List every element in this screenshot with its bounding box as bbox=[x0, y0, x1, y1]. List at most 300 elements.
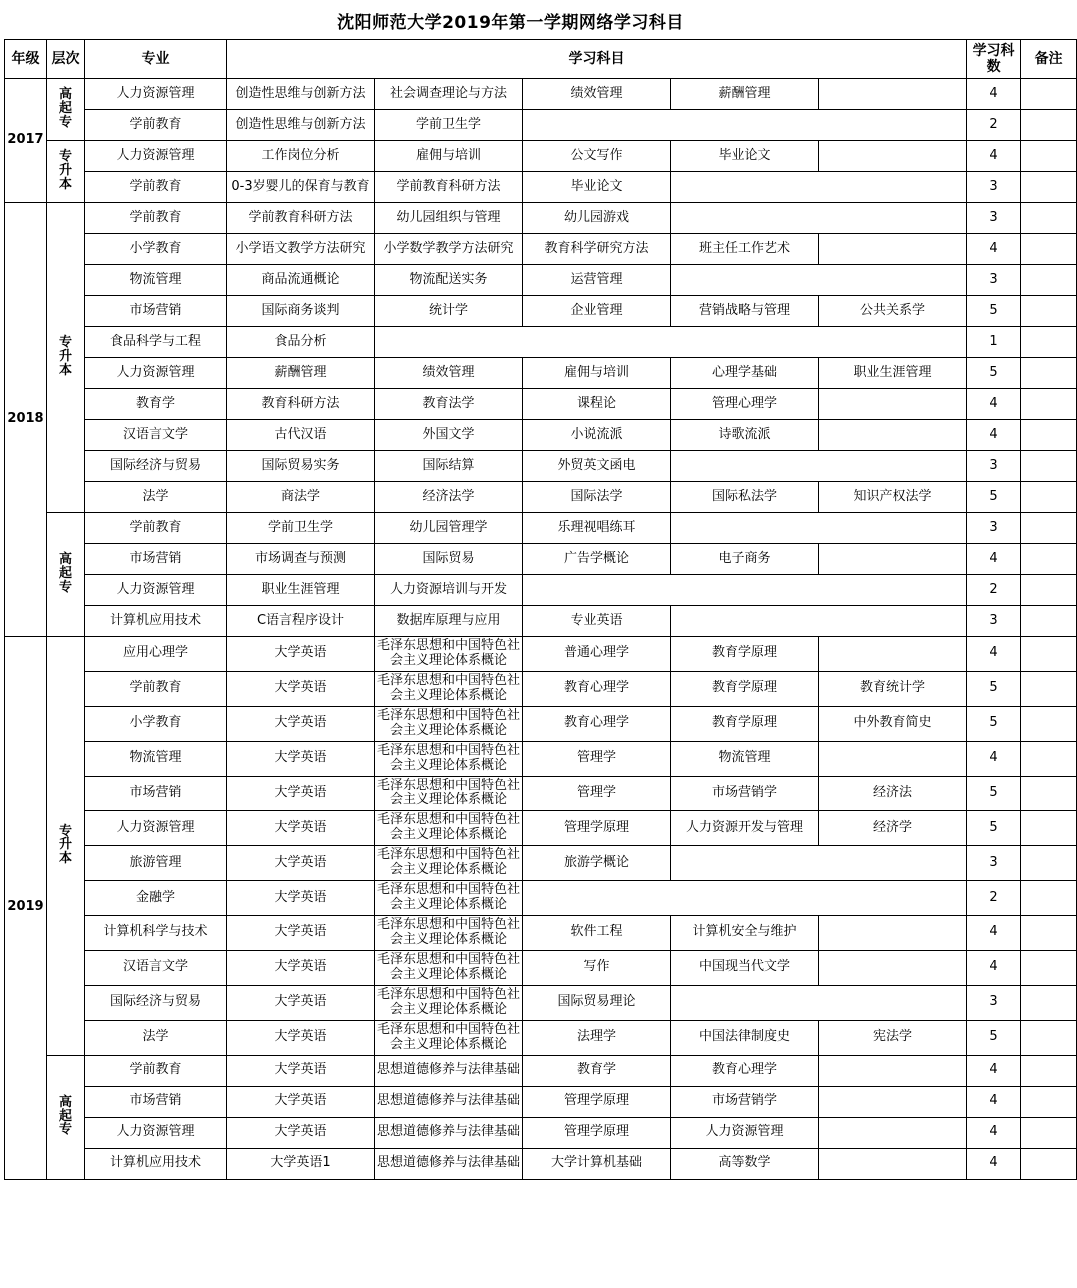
count-cell: 5 bbox=[967, 296, 1021, 327]
course-cell: 教育学原理 bbox=[671, 706, 819, 741]
level-cell: 高起专 bbox=[47, 1055, 85, 1179]
course-cell: 毛泽东思想和中国特色社会主义理论体系概论 bbox=[375, 811, 523, 846]
count-cell: 3 bbox=[967, 606, 1021, 637]
course-cell: 大学英语 bbox=[227, 776, 375, 811]
header-count: 学习科数 bbox=[967, 40, 1021, 79]
note-cell bbox=[1021, 741, 1077, 776]
table-row bbox=[5, 1055, 1077, 1086]
course-cell: 乐理视唱练耳 bbox=[523, 513, 671, 544]
course-cell: 大学英语 bbox=[227, 671, 375, 706]
course-cell: 职业生涯管理 bbox=[819, 358, 967, 389]
course-cell: 大学英语 bbox=[227, 846, 375, 881]
course-cell: 教育科研方法 bbox=[227, 389, 375, 420]
major-cell: 人力资源管理 bbox=[85, 575, 227, 606]
note-cell bbox=[1021, 1020, 1077, 1055]
course-cell-empty bbox=[819, 950, 967, 985]
course-cell-empty bbox=[671, 985, 967, 1020]
note-cell bbox=[1021, 389, 1077, 420]
course-cell: 食品分析 bbox=[227, 327, 375, 358]
note-cell bbox=[1021, 846, 1077, 881]
table-row bbox=[5, 203, 1077, 234]
course-cell: 营销战略与管理 bbox=[671, 296, 819, 327]
count-cell: 3 bbox=[967, 513, 1021, 544]
course-cell-empty bbox=[671, 203, 967, 234]
course-cell: 教育心理学 bbox=[671, 1055, 819, 1086]
course-cell: 国际法学 bbox=[523, 482, 671, 513]
course-cell-empty bbox=[375, 327, 967, 358]
count-cell: 5 bbox=[967, 776, 1021, 811]
course-cell: 创造性思维与创新方法 bbox=[227, 79, 375, 110]
count-cell: 4 bbox=[967, 141, 1021, 172]
table-row bbox=[5, 389, 1077, 420]
table-row bbox=[5, 916, 1077, 951]
note-cell bbox=[1021, 203, 1077, 234]
course-cell: 大学英语 bbox=[227, 741, 375, 776]
course-cell: 教育科学研究方法 bbox=[523, 234, 671, 265]
course-cell-empty bbox=[523, 110, 967, 141]
course-cell: 知识产权法学 bbox=[819, 482, 967, 513]
note-cell bbox=[1021, 637, 1077, 672]
table-row bbox=[5, 451, 1077, 482]
major-cell: 小学教育 bbox=[85, 234, 227, 265]
course-cell: 市场营销学 bbox=[671, 776, 819, 811]
major-cell: 市场营销 bbox=[85, 544, 227, 575]
course-cell: 大学英语 bbox=[227, 1055, 375, 1086]
course-cell: 毛泽东思想和中国特色社会主义理论体系概论 bbox=[375, 846, 523, 881]
table-row bbox=[5, 110, 1077, 141]
table-row bbox=[5, 141, 1077, 172]
course-cell: 商品流通概论 bbox=[227, 265, 375, 296]
count-cell: 3 bbox=[967, 985, 1021, 1020]
note-cell bbox=[1021, 234, 1077, 265]
major-cell: 学前教育 bbox=[85, 203, 227, 234]
table-row bbox=[5, 741, 1077, 776]
note-cell bbox=[1021, 544, 1077, 575]
count-cell: 2 bbox=[967, 575, 1021, 606]
course-cell: 国际贸易 bbox=[375, 544, 523, 575]
note-cell bbox=[1021, 776, 1077, 811]
major-cell: 国际经济与贸易 bbox=[85, 451, 227, 482]
count-cell: 4 bbox=[967, 79, 1021, 110]
course-cell-empty bbox=[523, 575, 967, 606]
course-cell: 大学计算机基础 bbox=[523, 1148, 671, 1179]
course-cell-empty bbox=[819, 389, 967, 420]
course-cell: 公文写作 bbox=[523, 141, 671, 172]
course-cell: 物流配送实务 bbox=[375, 265, 523, 296]
course-cell: 管理心理学 bbox=[671, 389, 819, 420]
table-row bbox=[5, 846, 1077, 881]
course-cell: 雇佣与培训 bbox=[523, 358, 671, 389]
major-cell: 计算机应用技术 bbox=[85, 1148, 227, 1179]
table-row bbox=[5, 1086, 1077, 1117]
note-cell bbox=[1021, 296, 1077, 327]
page-title: 沈阳师范大学2019年第一学期网络学习科目 bbox=[337, 13, 684, 33]
course-cell: 毛泽东思想和中国特色社会主义理论体系概论 bbox=[375, 881, 523, 916]
major-cell: 人力资源管理 bbox=[85, 811, 227, 846]
header-note: 备注 bbox=[1021, 40, 1077, 79]
table-row bbox=[5, 544, 1077, 575]
course-cell: 幼儿园游戏 bbox=[523, 203, 671, 234]
major-cell: 物流管理 bbox=[85, 741, 227, 776]
course-cell: 毛泽东思想和中国特色社会主义理论体系概论 bbox=[375, 706, 523, 741]
count-cell: 2 bbox=[967, 110, 1021, 141]
course-cell: 大学英语 bbox=[227, 637, 375, 672]
course-cell: 创造性思维与创新方法 bbox=[227, 110, 375, 141]
count-cell: 4 bbox=[967, 916, 1021, 951]
header-level: 层次 bbox=[47, 40, 85, 79]
course-cell: 统计学 bbox=[375, 296, 523, 327]
count-cell: 3 bbox=[967, 451, 1021, 482]
course-cell-empty bbox=[819, 916, 967, 951]
major-cell: 市场营销 bbox=[85, 776, 227, 811]
table-row bbox=[5, 79, 1077, 110]
table-row bbox=[5, 776, 1077, 811]
year-cell: 2017 bbox=[5, 79, 47, 203]
course-cell: 经济学 bbox=[819, 811, 967, 846]
course-cell: 宪法学 bbox=[819, 1020, 967, 1055]
table-row bbox=[5, 513, 1077, 544]
count-cell: 2 bbox=[967, 881, 1021, 916]
course-cell: 高等数学 bbox=[671, 1148, 819, 1179]
count-cell: 3 bbox=[967, 172, 1021, 203]
count-cell: 5 bbox=[967, 706, 1021, 741]
course-cell-empty bbox=[819, 544, 967, 575]
major-cell: 人力资源管理 bbox=[85, 141, 227, 172]
count-cell: 5 bbox=[967, 482, 1021, 513]
count-cell: 3 bbox=[967, 846, 1021, 881]
course-cell: 旅游学概论 bbox=[523, 846, 671, 881]
count-cell: 4 bbox=[967, 1055, 1021, 1086]
count-cell: 3 bbox=[967, 203, 1021, 234]
year-cell: 2019 bbox=[5, 637, 47, 1180]
count-cell: 4 bbox=[967, 741, 1021, 776]
note-cell bbox=[1021, 950, 1077, 985]
course-cell: 大学英语 bbox=[227, 1086, 375, 1117]
major-cell: 物流管理 bbox=[85, 265, 227, 296]
count-cell: 5 bbox=[967, 358, 1021, 389]
course-cell: 管理学原理 bbox=[523, 811, 671, 846]
major-cell: 金融学 bbox=[85, 881, 227, 916]
note-cell bbox=[1021, 1086, 1077, 1117]
course-cell: 人力资源开发与管理 bbox=[671, 811, 819, 846]
course-cell-empty bbox=[671, 513, 967, 544]
course-cell: 管理学原理 bbox=[523, 1086, 671, 1117]
course-cell: 教育学 bbox=[523, 1055, 671, 1086]
course-cell: 小说流派 bbox=[523, 420, 671, 451]
major-cell: 人力资源管理 bbox=[85, 358, 227, 389]
course-cell: 大学英语 bbox=[227, 950, 375, 985]
course-cell: 专业英语 bbox=[523, 606, 671, 637]
course-cell: 毕业论文 bbox=[671, 141, 819, 172]
course-cell-empty bbox=[671, 451, 967, 482]
course-cell: 幼儿园组织与管理 bbox=[375, 203, 523, 234]
course-cell: 软件工程 bbox=[523, 916, 671, 951]
table-row bbox=[5, 950, 1077, 985]
course-cell-empty bbox=[819, 234, 967, 265]
major-cell: 汉语言文学 bbox=[85, 420, 227, 451]
course-cell: 毛泽东思想和中国特色社会主义理论体系概论 bbox=[375, 741, 523, 776]
count-cell: 3 bbox=[967, 265, 1021, 296]
table-row bbox=[5, 358, 1077, 389]
level-cell: 专升本 bbox=[47, 141, 85, 203]
course-cell: 毛泽东思想和中国特色社会主义理论体系概论 bbox=[375, 985, 523, 1020]
course-cell: 心理学基础 bbox=[671, 358, 819, 389]
course-cell: 管理学 bbox=[523, 776, 671, 811]
major-cell: 人力资源管理 bbox=[85, 79, 227, 110]
course-cell: 诗歌流派 bbox=[671, 420, 819, 451]
study-subjects-table bbox=[4, 39, 1077, 1180]
table-row bbox=[5, 296, 1077, 327]
course-cell: 法理学 bbox=[523, 1020, 671, 1055]
course-cell: 大学英语 bbox=[227, 706, 375, 741]
course-cell-empty bbox=[671, 846, 967, 881]
course-cell: 毛泽东思想和中国特色社会主义理论体系概论 bbox=[375, 671, 523, 706]
course-cell: 经济法 bbox=[819, 776, 967, 811]
note-cell bbox=[1021, 79, 1077, 110]
course-cell: 大学英语1 bbox=[227, 1148, 375, 1179]
count-cell: 5 bbox=[967, 811, 1021, 846]
table-row bbox=[5, 327, 1077, 358]
course-cell: 企业管理 bbox=[523, 296, 671, 327]
note-cell bbox=[1021, 811, 1077, 846]
course-cell: 毛泽东思想和中国特色社会主义理论体系概论 bbox=[375, 776, 523, 811]
count-cell: 4 bbox=[967, 389, 1021, 420]
major-cell: 市场营销 bbox=[85, 296, 227, 327]
count-cell: 4 bbox=[967, 1086, 1021, 1117]
course-cell-empty bbox=[819, 741, 967, 776]
course-cell-empty bbox=[819, 1148, 967, 1179]
course-cell: 绩效管理 bbox=[375, 358, 523, 389]
count-cell: 4 bbox=[967, 637, 1021, 672]
course-cell: 运营管理 bbox=[523, 265, 671, 296]
major-cell: 法学 bbox=[85, 1020, 227, 1055]
note-cell bbox=[1021, 482, 1077, 513]
course-cell: 大学英语 bbox=[227, 985, 375, 1020]
course-cell: 薪酬管理 bbox=[671, 79, 819, 110]
course-cell: 毛泽东思想和中国特色社会主义理论体系概论 bbox=[375, 950, 523, 985]
table-row bbox=[5, 637, 1077, 672]
count-cell: 4 bbox=[967, 420, 1021, 451]
course-cell: 小学数学教学方法研究 bbox=[375, 234, 523, 265]
count-cell: 4 bbox=[967, 234, 1021, 265]
course-cell: 写作 bbox=[523, 950, 671, 985]
table-row bbox=[5, 265, 1077, 296]
course-cell: 公共关系学 bbox=[819, 296, 967, 327]
course-cell: 普通心理学 bbox=[523, 637, 671, 672]
course-cell: 雇佣与培训 bbox=[375, 141, 523, 172]
course-cell: 毛泽东思想和中国特色社会主义理论体系概论 bbox=[375, 1020, 523, 1055]
course-cell: 薪酬管理 bbox=[227, 358, 375, 389]
course-cell: 中国现当代文学 bbox=[671, 950, 819, 985]
course-cell-empty bbox=[819, 79, 967, 110]
course-cell: 学前教育科研方法 bbox=[375, 172, 523, 203]
note-cell bbox=[1021, 1055, 1077, 1086]
course-cell: 思想道德修养与法律基础 bbox=[375, 1055, 523, 1086]
course-cell-empty bbox=[819, 637, 967, 672]
header-grade: 年级 bbox=[5, 40, 47, 79]
note-cell bbox=[1021, 513, 1077, 544]
course-cell: 毛泽东思想和中国特色社会主义理论体系概论 bbox=[375, 916, 523, 951]
table-row bbox=[5, 234, 1077, 265]
course-cell-empty bbox=[819, 1086, 967, 1117]
course-cell: 广告学概论 bbox=[523, 544, 671, 575]
course-cell: 人力资源管理 bbox=[671, 1117, 819, 1148]
course-cell: 国际贸易理论 bbox=[523, 985, 671, 1020]
course-cell: 外贸英文函电 bbox=[523, 451, 671, 482]
course-cell: 学前教育科研方法 bbox=[227, 203, 375, 234]
course-cell: 管理学原理 bbox=[523, 1117, 671, 1148]
course-cell: 小学语文教学方法研究 bbox=[227, 234, 375, 265]
course-cell-empty bbox=[671, 265, 967, 296]
major-cell: 国际经济与贸易 bbox=[85, 985, 227, 1020]
course-cell: 毛泽东思想和中国特色社会主义理论体系概论 bbox=[375, 637, 523, 672]
note-cell bbox=[1021, 172, 1077, 203]
level-cell: 专升本 bbox=[47, 203, 85, 513]
course-cell: 思想道德修养与法律基础 bbox=[375, 1117, 523, 1148]
note-cell bbox=[1021, 881, 1077, 916]
course-cell: 国际商务谈判 bbox=[227, 296, 375, 327]
count-cell: 4 bbox=[967, 1148, 1021, 1179]
count-cell: 4 bbox=[967, 950, 1021, 985]
course-cell-empty bbox=[819, 1117, 967, 1148]
note-cell bbox=[1021, 671, 1077, 706]
note-cell bbox=[1021, 141, 1077, 172]
course-cell-empty bbox=[819, 141, 967, 172]
count-cell: 1 bbox=[967, 327, 1021, 358]
course-cell: 中国法律制度史 bbox=[671, 1020, 819, 1055]
course-cell: 幼儿园管理学 bbox=[375, 513, 523, 544]
count-cell: 5 bbox=[967, 1020, 1021, 1055]
course-cell: 外国文学 bbox=[375, 420, 523, 451]
major-cell: 学前教育 bbox=[85, 671, 227, 706]
table-row bbox=[5, 1148, 1077, 1179]
major-cell: 学前教育 bbox=[85, 110, 227, 141]
major-cell: 学前教育 bbox=[85, 1055, 227, 1086]
course-cell: 国际私法学 bbox=[671, 482, 819, 513]
major-cell: 计算机科学与技术 bbox=[85, 916, 227, 951]
course-cell: 大学英语 bbox=[227, 916, 375, 951]
table-row bbox=[5, 985, 1077, 1020]
table-row bbox=[5, 1117, 1077, 1148]
header-major: 专业 bbox=[85, 40, 227, 79]
note-cell bbox=[1021, 420, 1077, 451]
course-cell-empty bbox=[671, 606, 967, 637]
course-cell: 计算机安全与维护 bbox=[671, 916, 819, 951]
note-cell bbox=[1021, 706, 1077, 741]
table-row bbox=[5, 420, 1077, 451]
course-cell: 教育心理学 bbox=[523, 706, 671, 741]
table-row bbox=[5, 482, 1077, 513]
course-cell: 班主任工作艺术 bbox=[671, 234, 819, 265]
major-cell: 旅游管理 bbox=[85, 846, 227, 881]
note-cell bbox=[1021, 110, 1077, 141]
course-cell: 课程论 bbox=[523, 389, 671, 420]
course-cell: 学前卫生学 bbox=[227, 513, 375, 544]
table-row bbox=[5, 706, 1077, 741]
course-cell: 国际贸易实务 bbox=[227, 451, 375, 482]
course-cell: 教育学原理 bbox=[671, 671, 819, 706]
note-cell bbox=[1021, 1117, 1077, 1148]
course-cell: 大学英语 bbox=[227, 881, 375, 916]
table-row bbox=[5, 1020, 1077, 1055]
course-cell: 大学英语 bbox=[227, 1020, 375, 1055]
major-cell: 计算机应用技术 bbox=[85, 606, 227, 637]
course-cell: 思想道德修养与法律基础 bbox=[375, 1086, 523, 1117]
major-cell: 法学 bbox=[85, 482, 227, 513]
course-cell: C语言程序设计 bbox=[227, 606, 375, 637]
course-cell: 绩效管理 bbox=[523, 79, 671, 110]
course-cell: 教育法学 bbox=[375, 389, 523, 420]
note-cell bbox=[1021, 358, 1077, 389]
count-cell: 5 bbox=[967, 671, 1021, 706]
course-cell: 中外教育简史 bbox=[819, 706, 967, 741]
count-cell: 4 bbox=[967, 1117, 1021, 1148]
course-cell: 商法学 bbox=[227, 482, 375, 513]
table-header-row bbox=[5, 40, 1077, 79]
course-cell: 教育学原理 bbox=[671, 637, 819, 672]
course-cell: 数据库原理与应用 bbox=[375, 606, 523, 637]
note-cell bbox=[1021, 265, 1077, 296]
major-cell: 小学教育 bbox=[85, 706, 227, 741]
table-body bbox=[5, 79, 1077, 1180]
major-cell: 应用心理学 bbox=[85, 637, 227, 672]
major-cell: 人力资源管理 bbox=[85, 1117, 227, 1148]
course-cell: 教育心理学 bbox=[523, 671, 671, 706]
note-cell bbox=[1021, 451, 1077, 482]
course-cell: 0-3岁婴儿的保育与教育 bbox=[227, 172, 375, 203]
course-cell: 经济法学 bbox=[375, 482, 523, 513]
course-cell-empty bbox=[819, 1055, 967, 1086]
course-cell: 市场营销学 bbox=[671, 1086, 819, 1117]
course-cell: 国际结算 bbox=[375, 451, 523, 482]
course-cell: 学前卫生学 bbox=[375, 110, 523, 141]
course-cell: 物流管理 bbox=[671, 741, 819, 776]
table-row bbox=[5, 172, 1077, 203]
level-cell: 高起专 bbox=[47, 513, 85, 637]
major-cell: 市场营销 bbox=[85, 1086, 227, 1117]
note-cell bbox=[1021, 327, 1077, 358]
header-courses: 学习科目 bbox=[227, 40, 967, 79]
course-cell: 人力资源培训与开发 bbox=[375, 575, 523, 606]
course-cell: 毕业论文 bbox=[523, 172, 671, 203]
count-cell: 4 bbox=[967, 544, 1021, 575]
table-row bbox=[5, 606, 1077, 637]
year-cell: 2018 bbox=[5, 203, 47, 637]
major-cell: 学前教育 bbox=[85, 513, 227, 544]
course-cell: 大学英语 bbox=[227, 811, 375, 846]
note-cell bbox=[1021, 575, 1077, 606]
course-cell: 思想道德修养与法律基础 bbox=[375, 1148, 523, 1179]
note-cell bbox=[1021, 985, 1077, 1020]
major-cell: 食品科学与工程 bbox=[85, 327, 227, 358]
table-row bbox=[5, 671, 1077, 706]
course-cell: 工作岗位分析 bbox=[227, 141, 375, 172]
course-cell: 教育统计学 bbox=[819, 671, 967, 706]
table-row bbox=[5, 881, 1077, 916]
course-cell-empty bbox=[819, 420, 967, 451]
course-cell-empty bbox=[671, 172, 967, 203]
course-cell: 古代汉语 bbox=[227, 420, 375, 451]
course-cell: 大学英语 bbox=[227, 1117, 375, 1148]
course-cell-empty bbox=[523, 881, 967, 916]
major-cell: 学前教育 bbox=[85, 172, 227, 203]
course-cell: 管理学 bbox=[523, 741, 671, 776]
level-cell: 专升本 bbox=[47, 637, 85, 1056]
course-cell: 社会调查理论与方法 bbox=[375, 79, 523, 110]
course-cell: 电子商务 bbox=[671, 544, 819, 575]
note-cell bbox=[1021, 916, 1077, 951]
level-cell: 高起专 bbox=[47, 79, 85, 141]
